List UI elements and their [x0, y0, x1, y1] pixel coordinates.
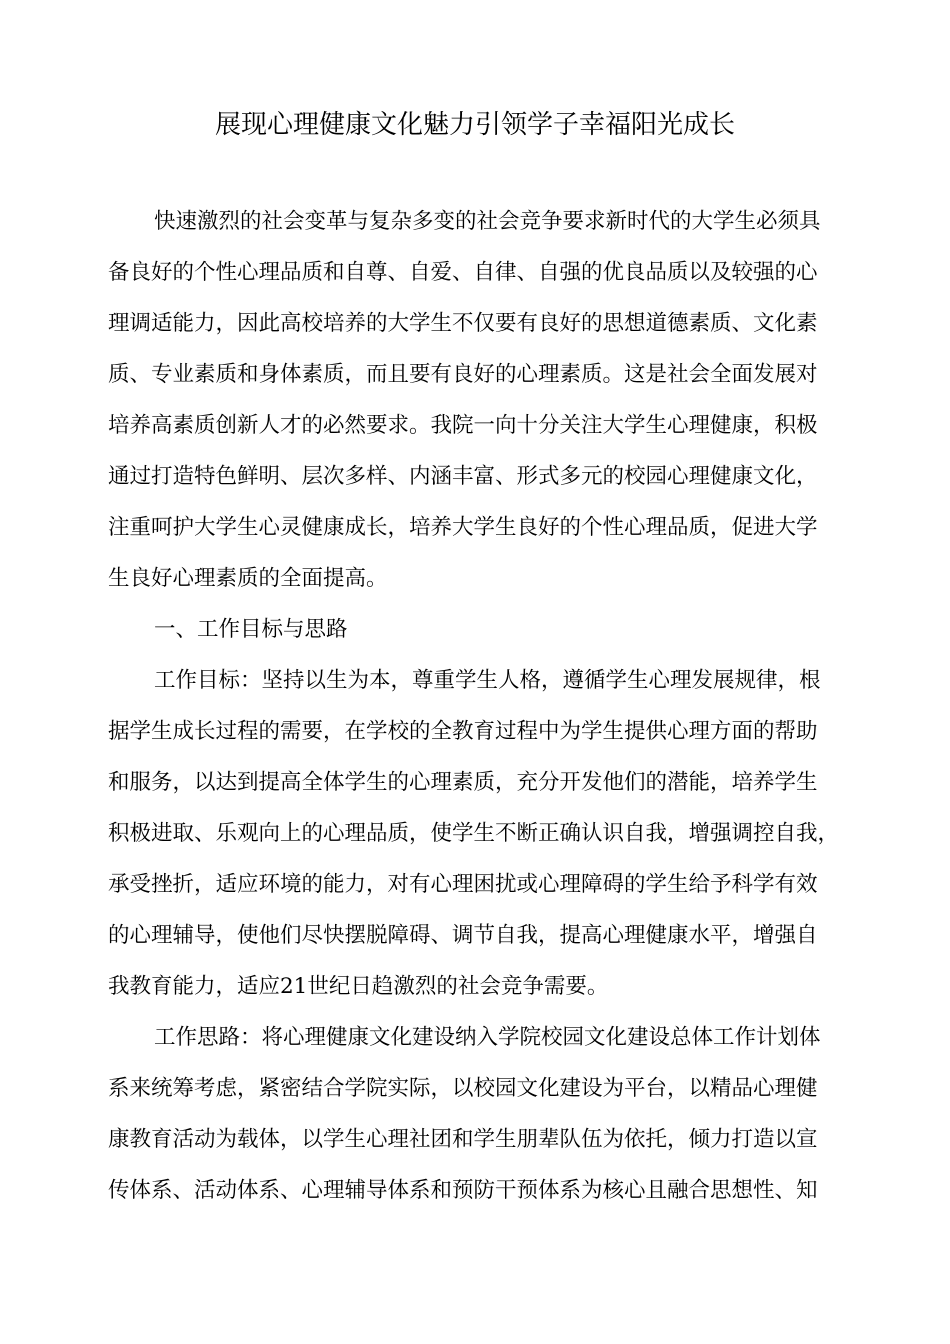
section-heading-text: 一、工作目标与思路 — [154, 617, 348, 642]
paragraph-intro — [108, 196, 850, 604]
paragraph-line: 工作目标：坚持以生为本，尊重学生人格，遵循学生心理发展规律，根 — [154, 668, 821, 693]
paragraph-line: 的心理辅导，使他们尽快摆脱障碍、调节自我，提高心理健康水平，增强自 — [108, 923, 818, 948]
paragraph-line: 质、专业素质和身体素质，而且要有良好的心理素质。这是社会全面发展对 — [108, 362, 818, 387]
paragraph-work-approach — [108, 1012, 850, 1216]
paragraph-line: 注重呵护大学生心灵健康成长，培养大学生良好的个性心理品质，促进大学 — [108, 515, 818, 540]
paragraph-line: 传体系、活动体系、心理辅导体系和预防干预体系为核心且融合思想性、知 — [108, 1178, 818, 1203]
paragraph-line: 我教育能力，适应21世纪日趋激烈的社会竞争需要。 — [108, 974, 609, 999]
paragraph-work-goals — [108, 655, 850, 1012]
paragraph-line: 理调适能力，因此高校培养的大学生不仅要有良好的思想道德素质、文化素 — [108, 311, 818, 336]
paragraph-line: 承受挫折，适应环境的能力，对有心理困扰或心理障碍的学生给予科学有效 — [108, 872, 818, 897]
paragraph-line: 备良好的个性心理品质和自尊、自爱、自律、自强的优良品质以及较强的心 — [108, 260, 818, 285]
paragraph-line: 通过打造特色鲜明、层次多样、内涵丰富、形式多元的校园心理健康文化， — [108, 464, 818, 489]
paragraph-line: 培养高素质创新人才的必然要求。我院一向十分关注大学生心理健康，积极 — [108, 413, 818, 438]
paragraph-line: 积极进取、乐观向上的心理品质，使学生不断正确认识自我，增强调控自我， — [108, 821, 840, 846]
document-title: 展现心理健康文化魅力引领学子幸福阳光成长 — [214, 110, 735, 140]
paragraph-line: 生良好心理素质的全面提高。 — [108, 566, 388, 591]
paragraph-line: 系来统筹考虑，紧密结合学院实际，以校园文化建设为平台，以精品心理健 — [108, 1076, 818, 1101]
paragraph-line: 康教育活动为载体，以学生心理社团和学生朋辈队伍为依托，倾力打造以宣 — [108, 1127, 818, 1152]
paragraph-line: 工作思路：将心理健康文化建设纳入学院校园文化建设总体工作计划体 — [154, 1025, 821, 1050]
paragraph-line: 快速激烈的社会变革与复杂多变的社会竞争要求新时代的大学生必须具 — [154, 209, 821, 234]
section-heading — [108, 604, 850, 655]
paragraph-line: 据学生成长过程的需要，在学校的全教育过程中为学生提供心理方面的帮助 — [108, 719, 818, 744]
paragraph-line: 和服务，以达到提高全体学生的心理素质，充分开发他们的潜能，培养学生 — [108, 770, 818, 795]
